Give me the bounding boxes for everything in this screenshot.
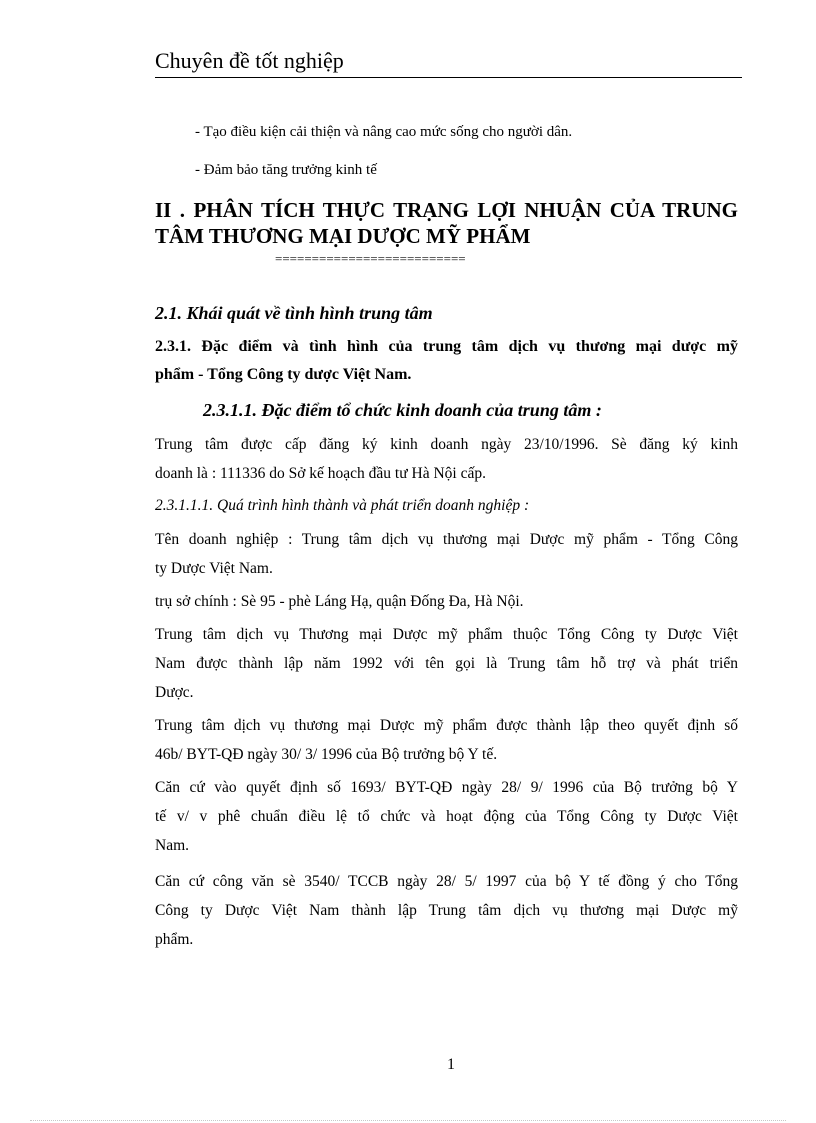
section-title-line: TÂM THƯƠNG MẠI DƯỢC MỸ PHẨM — [155, 224, 531, 248]
paragraph-line: 46b/ BYT-QĐ ngày 30/ 3/ 1996 của Bộ trưởng bộ Y tế. — [155, 746, 498, 763]
section-title-line: II . PHÂN TÍCH THỰC TRẠNG LỢI NHUẬN CỦA TRUNG — [155, 198, 738, 222]
heading-line: phẩm - Tổng Công ty dược Việt Nam. — [155, 366, 412, 383]
heading-2-3-1 — [155, 333, 738, 389]
bullet-item: - Tạo điều kiện cải thiện và nâng cao mức sống cho người dân. — [195, 124, 573, 140]
section-separator: ========================== — [275, 251, 466, 266]
paragraph-registration — [155, 430, 738, 488]
paragraph-line: Căn cứ vào quyết định số 1693/ BYT-QĐ ngày 28/ 9/ 1996 của Bộ trưởng bộ Y — [155, 779, 738, 796]
paragraph-dispatch — [155, 867, 738, 954]
paragraph-line: doanh là : 111336 do Sở kế hoạch đầu tư Hà Nội cấp. — [155, 465, 486, 482]
paragraph-line: Nam được thành lập năm 1992 với tên gọi là Trung tâm hỗ trợ và phát triển — [155, 655, 738, 672]
heading-2-3-1-1-1: 2.3.1.1.1. Quá trình hình thành và phát triển doanh nghiệp : — [155, 497, 530, 514]
paragraph-line: Tên doanh nghiệp : Trung tâm dịch vụ thương mại Dược mỹ phẩm - Tổng Công — [155, 531, 738, 548]
paragraph-line: tế v/ v phê chuẩn điều lệ tổ chức và hoạt động của Tổng Công ty Dược Việt — [155, 808, 738, 825]
heading-2-3-1-1: 2.3.1.1. Đặc điểm tổ chức kinh doanh của trung tâm : — [203, 400, 602, 420]
section-title — [155, 197, 738, 249]
paragraph-line: ty Dược Việt Nam. — [155, 560, 273, 577]
paragraph-line: Trung tâm dịch vụ Thương mại Dược mỹ phẩm thuộc Tổng Công ty Dược Việt — [155, 626, 738, 643]
heading-line: 2.3.1. Đặc điểm và tình hình của trung tâm dịch vụ thương mại dược mỹ — [155, 338, 738, 355]
paragraph-charter — [155, 773, 738, 860]
header-rule — [155, 77, 742, 78]
paragraph-line: Trung tâm dịch vụ thương mại Dược mỹ phẩm được thành lập theo quyết định số — [155, 717, 738, 734]
paragraph-line: trụ sở chính : Sè 95 - phè Láng Hạ, quận Đống Đa, Hà Nội. — [155, 593, 524, 610]
paragraph-history — [155, 620, 738, 707]
paragraph-line: Trung tâm được cấp đăng ký kinh doanh ngày 23/10/1996. Sè đăng ký kinh — [155, 436, 738, 453]
page-number: 1 — [447, 1056, 455, 1073]
paragraph-decision — [155, 711, 738, 769]
paragraph-line: Nam. — [155, 837, 190, 854]
paragraph-line: Căn cứ công văn sè 3540/ TCCB ngày 28/ 5/ 1997 của bộ Y tế đồng ý cho Tổng — [155, 873, 738, 890]
paragraph-line: Công ty Dược Việt Nam thành lập Trung tâm dịch vụ thương mại Dược mỹ — [155, 902, 738, 919]
paragraph-company-name — [155, 525, 738, 583]
bullet-item: - Đảm bảo tăng trưởng kinh tế — [195, 162, 377, 178]
paragraph-line: Dược. — [155, 684, 194, 701]
paragraph-line: phẩm. — [155, 931, 194, 948]
running-header-title: Chuyên đề tốt nghiệp — [155, 48, 344, 73]
paragraph-address — [155, 587, 738, 616]
heading-2-1: 2.1. Khái quát về tình hình trung tâm — [155, 303, 433, 323]
page-bottom-border — [30, 1120, 786, 1121]
